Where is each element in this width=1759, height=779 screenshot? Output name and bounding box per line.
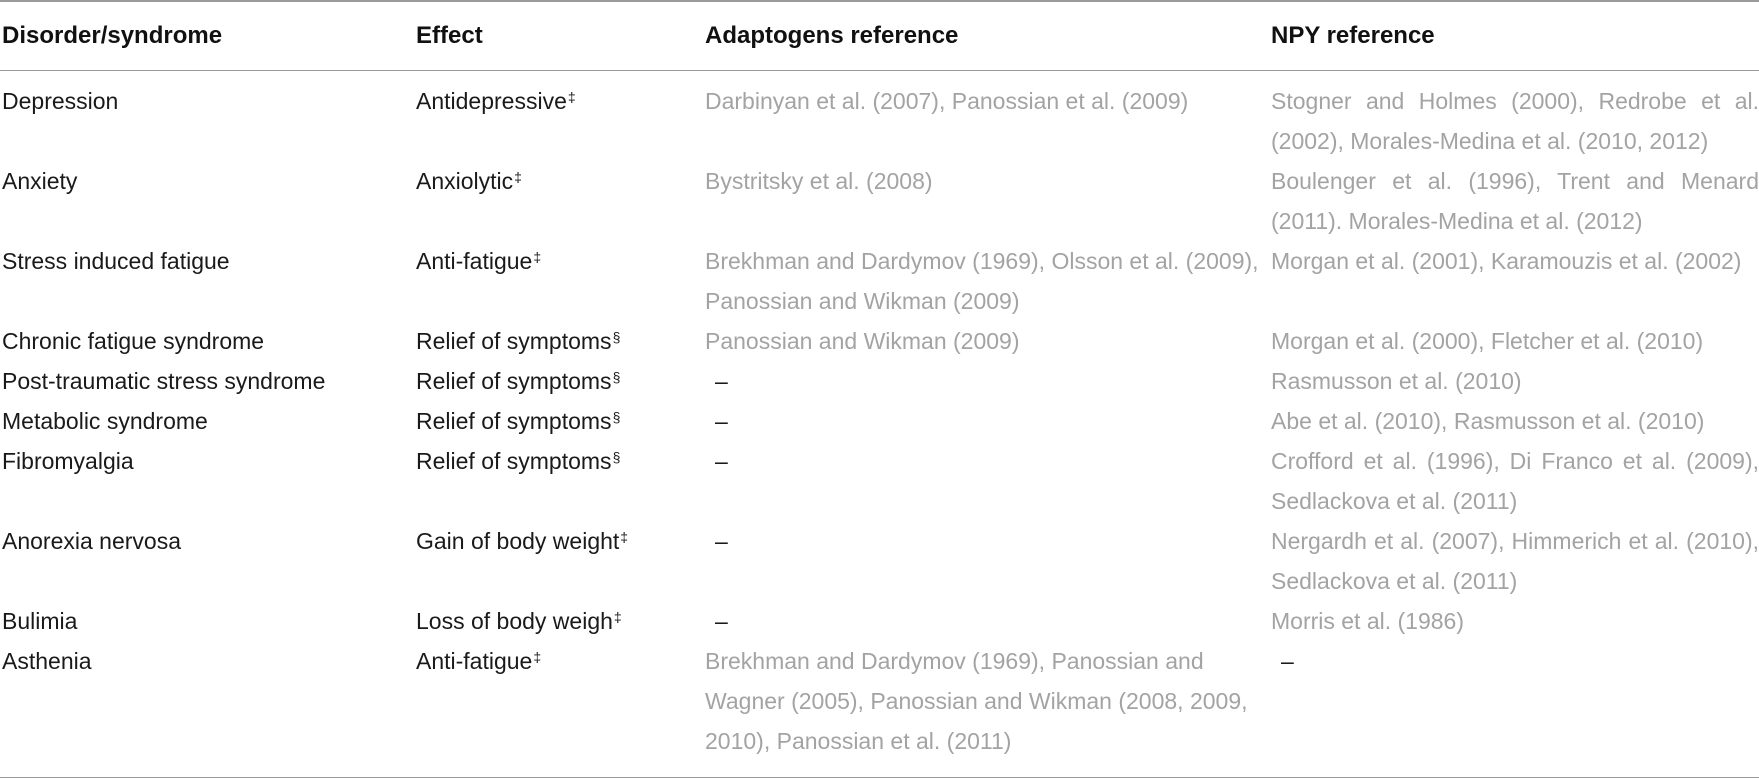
table-row xyxy=(0,321,1759,361)
cell-adaptogens-reference: – xyxy=(715,407,728,434)
cell-adaptogens-reference: – xyxy=(715,527,728,554)
cell-adaptogens-reference: Panossian and Wikman (2009) xyxy=(705,327,1020,354)
table-row xyxy=(0,441,1759,521)
cell-disorder: Chronic fatigue syndrome xyxy=(2,327,265,354)
cell-npy-reference: Rasmusson et al. (2010) xyxy=(1271,367,1522,394)
table-row xyxy=(0,521,1759,601)
effect-footnote-mark: ‡ xyxy=(514,168,522,185)
table-body xyxy=(0,70,1759,777)
cell-effect xyxy=(414,641,703,778)
cell-effect xyxy=(414,521,703,601)
table-row xyxy=(0,161,1759,241)
cell-adaptogens-reference: – xyxy=(715,447,728,474)
cell-disorder: Depression xyxy=(2,87,119,114)
effect-footnote-mark: § xyxy=(612,368,621,385)
cell-npy-reference: Abe et al. (2010), Rasmusson et al. (2010) xyxy=(1271,407,1705,434)
cell-effect xyxy=(414,241,703,321)
effect-text: Loss of body weigh xyxy=(416,607,613,634)
effect-text: Anxiolytic xyxy=(416,167,514,194)
effect-text: Anti-fatigue xyxy=(416,247,533,274)
cell-effect xyxy=(414,361,703,401)
table-row xyxy=(0,401,1759,441)
cell-adaptogens-reference: Brekhman and Dardymov (1969), Olsson et al. (2009), Panossian and Wikman (2009) xyxy=(705,247,1259,314)
effect-footnote-mark: ‡ xyxy=(567,88,576,105)
cell-npy-reference: Boulenger et al. (1996), Trent and Menard (2011). Morales-Medina et al. (2012) xyxy=(1271,167,1759,234)
table-row xyxy=(0,601,1759,641)
header-row xyxy=(0,1,1759,70)
cell-npy-reference: – xyxy=(1269,641,1759,778)
effect-footnote-mark: § xyxy=(612,408,621,425)
cell-disorder: Anxiety xyxy=(2,167,78,194)
effect-text: Relief of symptoms xyxy=(416,367,612,394)
effect-footnote-mark: ‡ xyxy=(533,648,542,665)
cell-effect xyxy=(414,321,703,361)
cell-disorder: Metabolic syndrome xyxy=(2,407,208,434)
cell-npy-reference: Morgan et al. (2001), Karamouzis et al. (2002) xyxy=(1271,247,1742,274)
cell-disorder: Anorexia nervosa xyxy=(2,527,181,554)
effect-text: Relief of symptoms xyxy=(416,447,612,474)
effect-footnote-mark: ‡ xyxy=(620,528,629,545)
cell-disorder: Stress induced fatigue xyxy=(2,247,230,274)
cell-adaptogens-reference: Brekhman and Dardymov (1969), Panossian and Wagner (2005), Panossian and Wikman (2008, 2009, 2010), Panossian et al. (2011) xyxy=(703,641,1269,778)
cell-effect xyxy=(414,161,703,241)
table-header xyxy=(0,1,1759,70)
table-row xyxy=(0,70,1759,161)
header-disorder: Disorder/syndrome xyxy=(0,1,414,70)
effect-text: Antidepressive xyxy=(416,87,567,114)
effect-footnote-mark: ‡ xyxy=(533,248,542,265)
header-npy-reference: NPY reference xyxy=(1269,1,1759,70)
effect-footnote-mark: § xyxy=(612,448,621,465)
cell-adaptogens-reference: Bystritsky et al. (2008) xyxy=(705,167,933,194)
cell-adaptogens-reference: Darbinyan et al. (2007), Panossian et al. (2009) xyxy=(705,87,1189,114)
cell-effect xyxy=(414,441,703,521)
header-effect: Effect xyxy=(414,1,703,70)
effect-footnote-mark: ‡ xyxy=(613,608,622,625)
cell-npy-reference: Morgan et al. (2000), Fletcher et al. (2010) xyxy=(1271,327,1704,354)
effect-text: Relief of symptoms xyxy=(416,407,612,434)
effect-footnote-mark: § xyxy=(612,328,621,345)
cell-npy-reference: Crofford et al. (1996), Di Franco et al. (2009), Sedlackova et al. (2011) xyxy=(1271,447,1759,514)
cell-disorder: Post-traumatic stress syndrome xyxy=(2,367,326,394)
cell-adaptogens-reference: – xyxy=(715,367,728,394)
effect-text: Relief of symptoms xyxy=(416,327,612,354)
cell-adaptogens-reference: – xyxy=(715,607,728,634)
cell-disorder: Fibromyalgia xyxy=(2,447,134,474)
table-row xyxy=(0,241,1759,321)
cell-disorder: Asthenia xyxy=(0,641,414,778)
table-row xyxy=(0,641,1759,778)
cell-npy-reference: Stogner and Holmes (2000), Redrobe et al. (2002), Morales-Medina et al. (2010, 2012) xyxy=(1271,87,1759,154)
cell-npy-reference: Nergardh et al. (2007), Himmerich et al. (2010), Sedlackova et al. (2011) xyxy=(1271,527,1759,594)
header-adaptogens-reference: Adaptogens reference xyxy=(703,1,1269,70)
cell-npy-reference: Morris et al. (1986) xyxy=(1271,607,1465,634)
cell-disorder: Bulimia xyxy=(2,607,78,634)
effect-text: Gain of body weight xyxy=(416,527,620,554)
effect-text: Anti-fatigue xyxy=(416,647,533,674)
cell-effect xyxy=(414,401,703,441)
table-row xyxy=(0,361,1759,401)
cell-effect xyxy=(414,601,703,641)
cell-effect xyxy=(414,70,703,161)
